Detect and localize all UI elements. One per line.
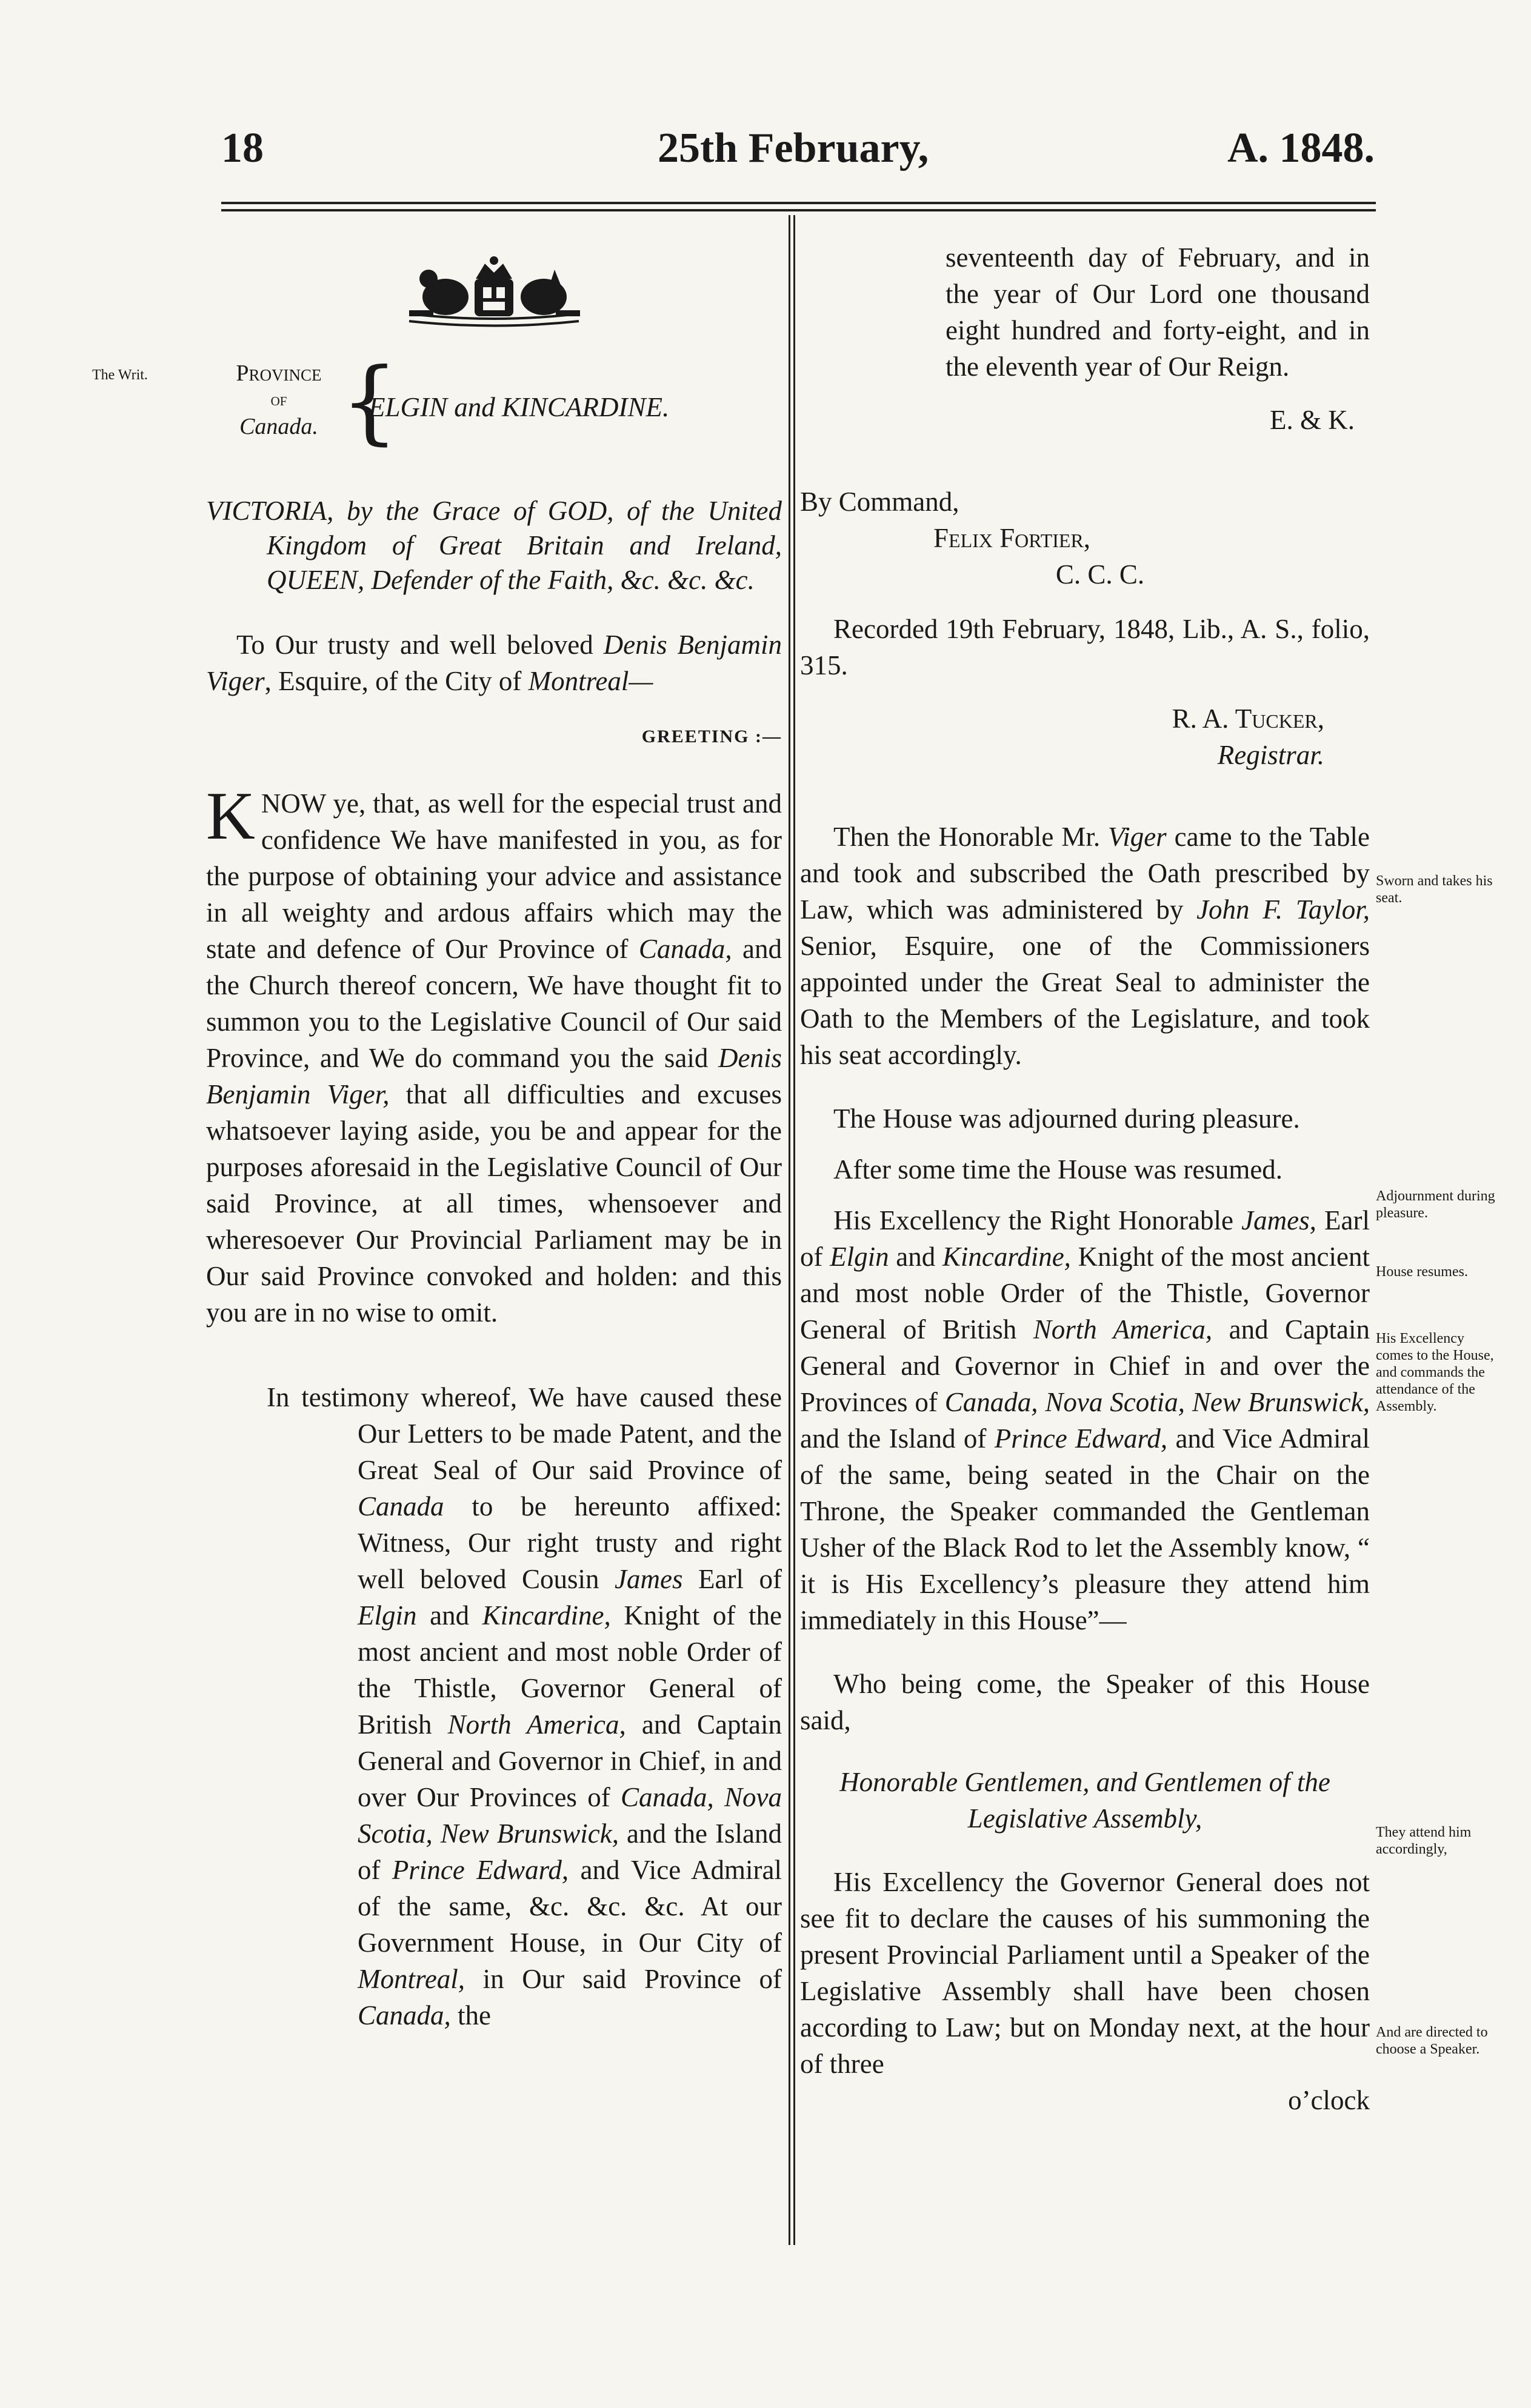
- page-number: 18: [221, 125, 264, 171]
- signatory-title: C. C. C.: [1055, 559, 1145, 590]
- margin-note-resumes: House resumes.: [1376, 1264, 1468, 1280]
- excellency-paragraph: [800, 1202, 1370, 1638]
- margin-note-sworn: Sworn and takes his seat.: [1376, 873, 1493, 906]
- testimony-text-5: Knight of the most ancient and most noble Order of the Thistle, Governor General of British: [358, 1600, 782, 1740]
- signature-ek: E. & K.: [1270, 405, 1355, 435]
- address-text-2: , Esquire, of the City of: [264, 666, 529, 696]
- excellency-text-5: and Captain General and Governor in Chief in and over the Provinces of: [800, 1314, 1370, 1417]
- testimony-text-9: in Our said Province of: [465, 1964, 782, 1994]
- page-date: 25th February,: [658, 125, 929, 171]
- greeting: GREETING :—: [641, 727, 782, 747]
- province-heading: [206, 349, 782, 461]
- registrar-title: Registrar.: [1217, 740, 1324, 770]
- testimony-north-america: North America,: [447, 1709, 626, 1740]
- testimony-kincardine: Kincardine,: [482, 1600, 611, 1631]
- testimony-text-4: and: [416, 1600, 482, 1631]
- testimony-canada: Canada: [358, 1491, 444, 1522]
- margin-note-adjournment: Adjournment during pleasure.: [1376, 1188, 1495, 1221]
- excellency-elgin: Elgin: [830, 1242, 889, 1272]
- excellency-text-7: and Vice Admiral of the same, being seated in the Chair on the Throne, the Speaker commanded the Gentleman Usher of the Black Rod to let the Assembly know, “ it is His Excellency’s pleasure they attend him immediately in this House”—: [800, 1423, 1370, 1635]
- address-city: Montreal—: [528, 666, 653, 696]
- by-command: By Command,: [800, 487, 959, 517]
- testimony-elgin: Elgin: [358, 1600, 417, 1631]
- margin-note-choose: And are directed to choose a Speaker.: [1376, 2024, 1488, 2057]
- page-year: A. 1848.: [1227, 125, 1375, 171]
- adjourned-paragraph: The House was adjourned during pleasure.: [833, 1103, 1300, 1134]
- writ-canada: Canada,: [638, 934, 732, 964]
- address-name: Denis Benjamin Viger: [206, 630, 782, 696]
- excellency-provinces: Canada, Nova Scotia, New Brunswick,: [944, 1387, 1370, 1417]
- writ-text-1: NOW ye, that, as well for the especial trust and confidence We have manifested in you, as for the purpose of obtaining your advice and assistance in all weighty and ardous affairs which may the state and defence of Our Province of: [206, 788, 782, 964]
- province-label-line1: Province: [236, 361, 322, 386]
- margin-note-excellency: His Excellency comes to the House, and commands the attendance of the Assembly.: [1376, 1331, 1494, 1414]
- continuation-oclock: o’clock: [1288, 2085, 1370, 2115]
- testimony-paragraph: [206, 1379, 782, 2034]
- margin-note-writ: The Writ.: [92, 367, 148, 383]
- testimony-text-10: the: [450, 2000, 491, 2031]
- address-paragraph: [206, 627, 782, 699]
- testimony-canada-2: Canada,: [358, 2000, 451, 2031]
- testimony-text-2: to be hereunto affixed: Witness, Our right trusty and right well beloved Cousin: [358, 1491, 782, 1594]
- margin-note-attend: They attend him accordingly,: [1376, 1824, 1472, 1857]
- excellency-kincardine: Kincardine,: [942, 1242, 1071, 1272]
- province-label-line2: of: [270, 390, 287, 410]
- address-text: To Our trusty and well beloved: [236, 630, 604, 660]
- recorded-note: Recorded 19th February, 1848, Lib., A. S., folio, 315.: [800, 614, 1370, 680]
- governor-paragraph: His Excellency the Governor General does not see fit to declare the causes of his summoning the present Provincial Parliament until a Speaker of the Legislative Assembly shall have been chosen according to Law; but on Monday next, at the hour of three: [800, 1867, 1370, 2079]
- testimony-james: James: [615, 1564, 683, 1594]
- column-divider-left: [789, 215, 790, 2245]
- testimony-text-1: In testimony whereof, We have caused these Our Letters to be made Patent, and the Great Seal of Our said Province of: [267, 1382, 782, 1485]
- excellency-north-america: North America,: [1033, 1314, 1213, 1345]
- province-name: ELGIN and KINCARDINE.: [369, 392, 670, 422]
- oath-paragraph: [800, 819, 1370, 1073]
- writ-name: Denis Benjamin Viger,: [206, 1043, 782, 1109]
- registrar-name: R. A. Tucker,: [1172, 703, 1324, 734]
- oath-text-2: came to the Table and took and subscribed the Oath prescribed by Law, which was administered by: [800, 822, 1370, 925]
- excellency-james: James,: [1241, 1205, 1316, 1236]
- oath-text-1: Then the Honorable Mr.: [833, 822, 1109, 852]
- province-label-line3: Canada.: [239, 414, 318, 439]
- testimony-text-3: Earl of: [682, 1564, 782, 1594]
- address-heading: Honorable Gentlemen, and Gentlemen of the Legislative Assembly,: [839, 1767, 1330, 1834]
- excellency-text-1: His Excellency the Right Honorable: [833, 1205, 1242, 1236]
- province-label: [218, 358, 339, 442]
- excellency-prince-edward: Prince Edward,: [994, 1423, 1168, 1454]
- excellency-text-2: Earl of: [800, 1205, 1370, 1272]
- header-rule-top: [221, 202, 1376, 204]
- writ-text-3: that all difficulties and excuses whatsoever laying aside, you be and appear for the purposes aforesaid in the Legislative Council of Our said Province, at all times, whensoever and wheresoever Our Provincial Parliament may be in Our said Province convoked and holden: and this you are in no wise to omit.: [206, 1079, 782, 1328]
- oath-taylor: John F. Taylor,: [1196, 894, 1370, 925]
- left-column: [206, 254, 782, 2034]
- testimony-text-8: and Vice Admiral of the same, &c. &c. &c. At our Government House, in Our City of: [358, 1855, 782, 1958]
- column-divider-right: [793, 215, 795, 2245]
- header-rule-bottom: [221, 209, 1376, 211]
- right-column: [800, 239, 1370, 2118]
- royal-style: VICTORIA, by the Grace of GOD, of the United Kingdom of Great Britain and Ireland, QUEEN, Defender of the Faith, &c. &c. &c.: [206, 496, 782, 595]
- brace-icon: {: [341, 349, 399, 454]
- testimony-text-6: and Captain General and Governor in Chief, in and over Our Provinces of: [358, 1709, 782, 1812]
- writ-body: [206, 779, 782, 1331]
- testimony-text-7: and the Island of: [358, 1818, 782, 1885]
- testimony-montreal: Montreal,: [358, 1964, 465, 1994]
- drop-cap: K: [206, 779, 255, 854]
- excellency-text-3: and: [889, 1242, 942, 1272]
- signatory-fortier: Felix Fortier,: [933, 523, 1091, 553]
- excellency-text-6: and the Island of: [800, 1423, 995, 1454]
- testimony-provinces: Canada, Nova Scotia, New Brunswick,: [358, 1782, 782, 1849]
- writ-text-2: and the Church thereof concern, We have thought fit to summon you to the Legislative Council of Our said Province, and We do command you the said: [206, 934, 782, 1073]
- testimony-prince-edward: Prince Edward,: [392, 1855, 569, 1885]
- oath-text-3: Senior, Esquire, one of the Commissioners appointed under the Great Seal to administer the Oath to the Members of the Legislature, and took his seat accordingly.: [800, 931, 1370, 1070]
- resumed-paragraph: After some time the House was resumed.: [833, 1154, 1283, 1185]
- royal-crest-icon: [385, 254, 603, 333]
- speaker-paragraph: Who being come, the Speaker of this House said,: [800, 1669, 1370, 1735]
- writ-date: seventeenth day of February, and in the year of Our Lord one thousand eight hundred and forty-eight, and in the eleventh year of Our Reign.: [946, 242, 1370, 382]
- excellency-text-4: Knight of the most ancient and most noble Order of the Thistle, Governor General of British: [800, 1242, 1370, 1345]
- oath-viger: Viger: [1108, 822, 1167, 852]
